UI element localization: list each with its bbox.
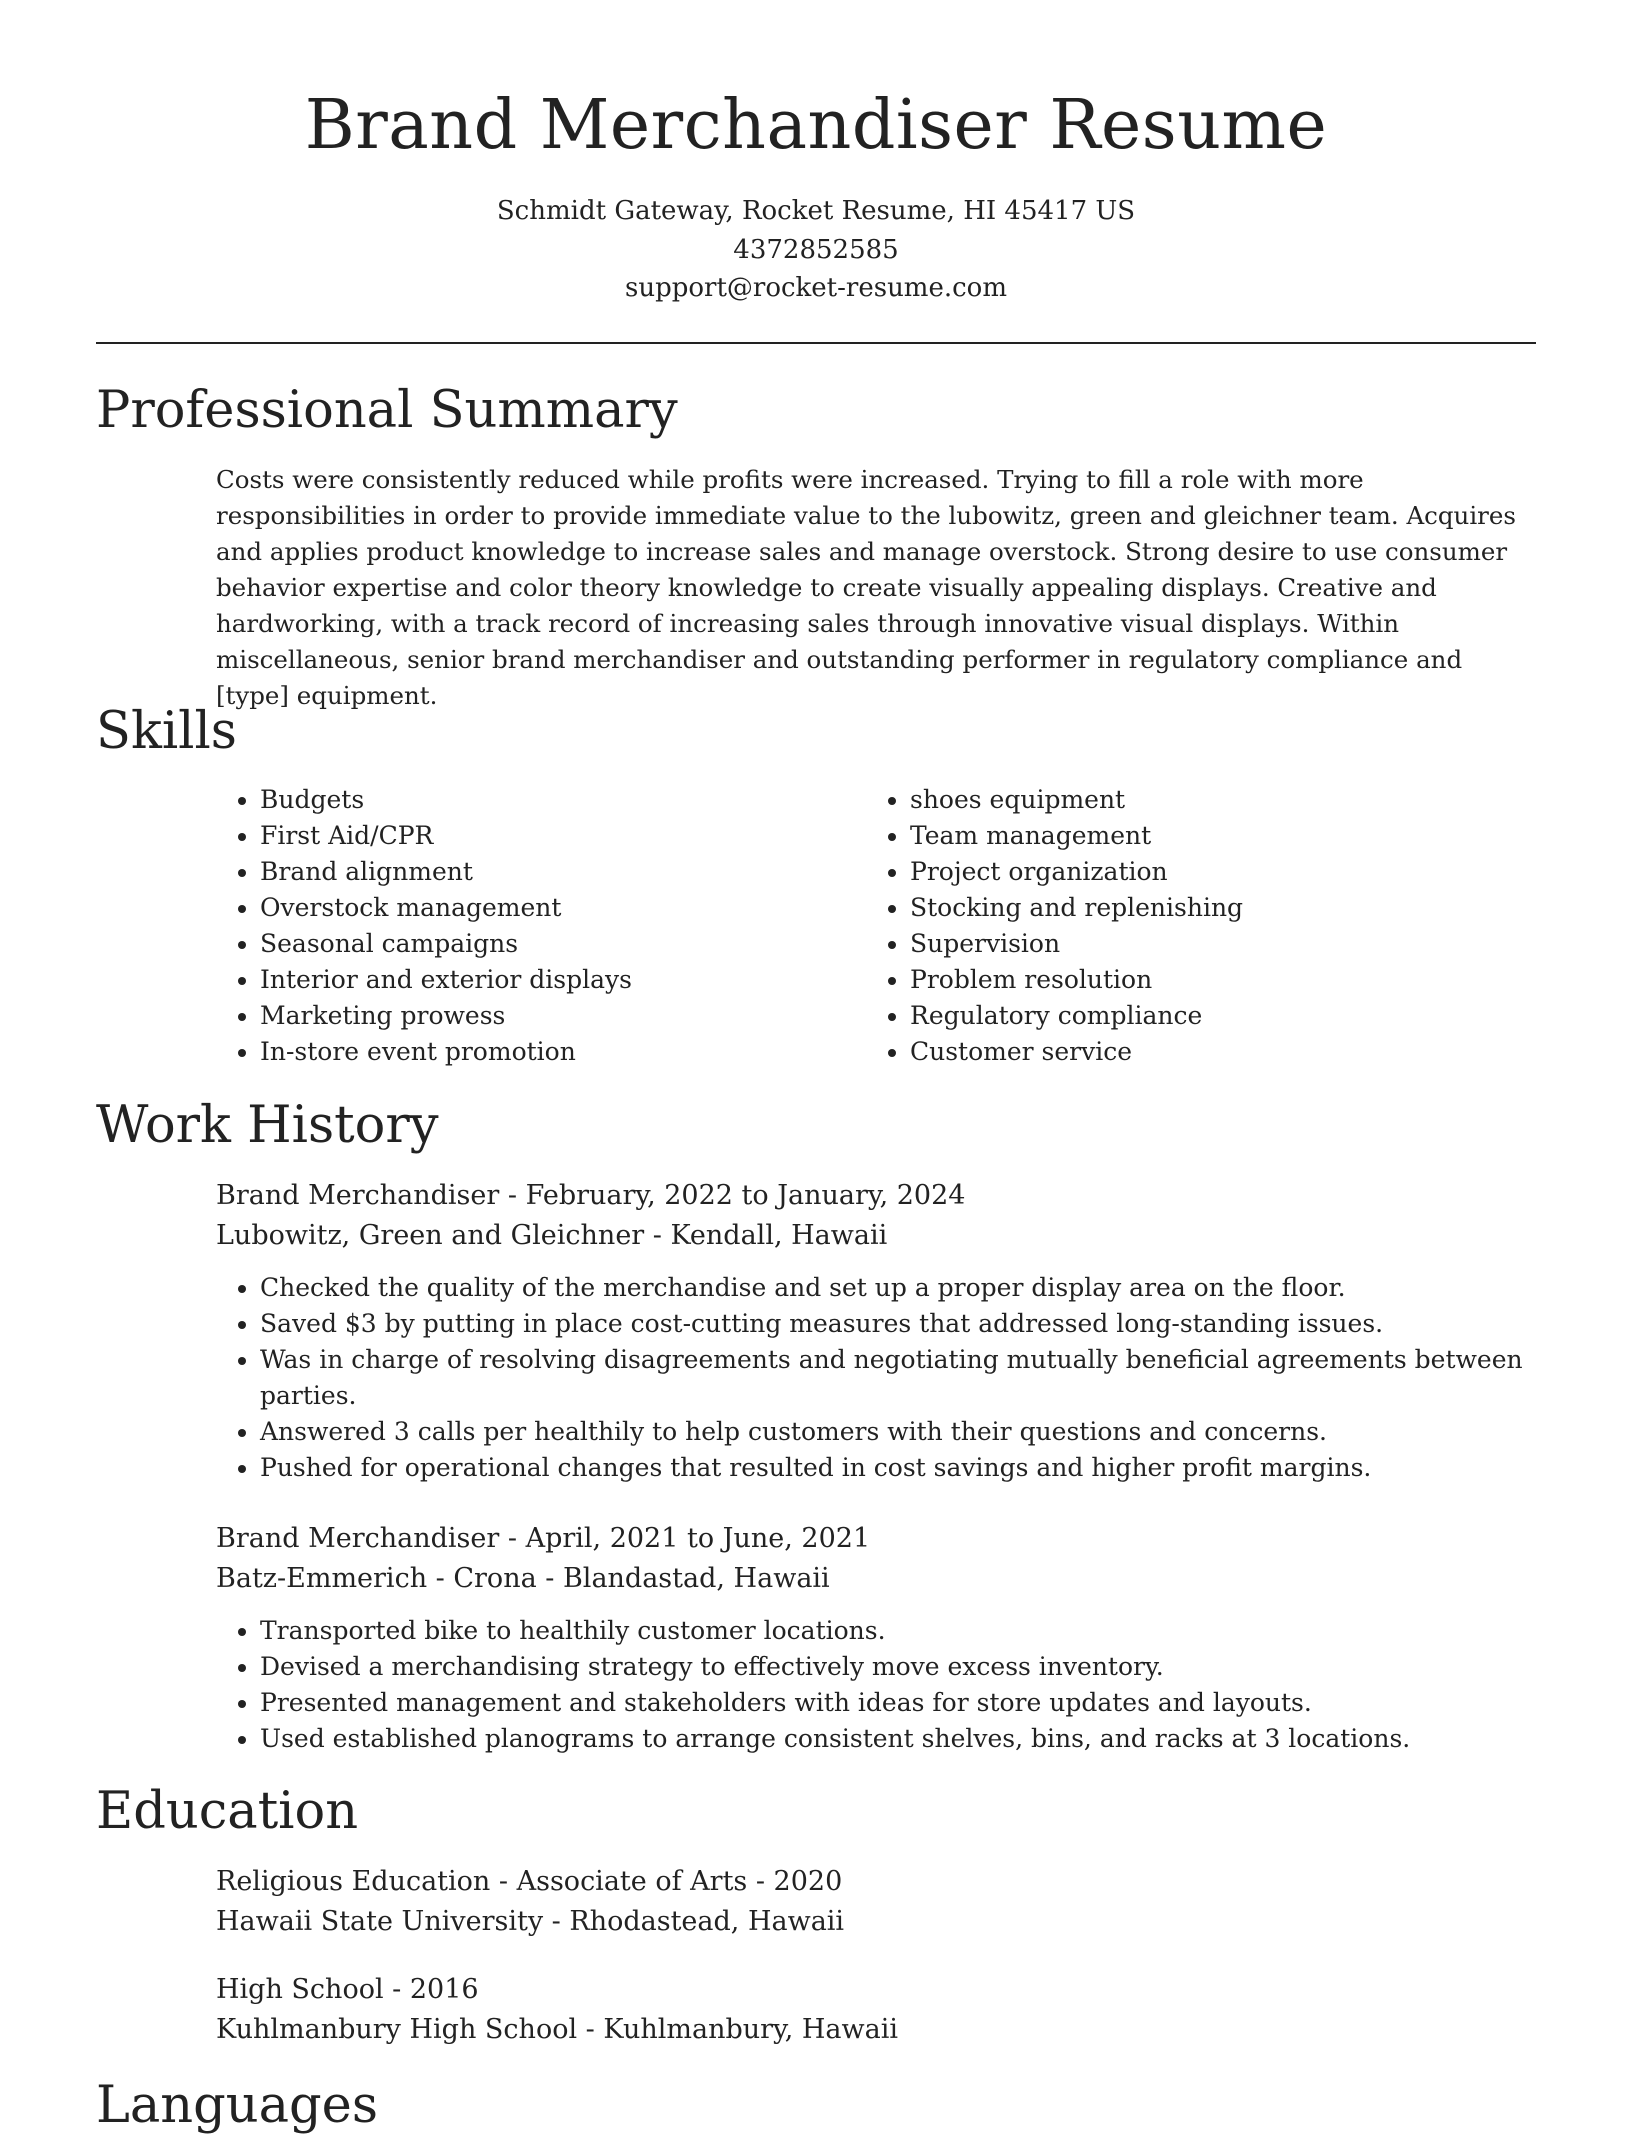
job-company-line: Lubowitz, Green and Gleichner - Kendall, Hawaii	[216, 1220, 888, 1251]
skill-item: • Team management	[910, 818, 1506, 854]
contact-phone: 4372852585	[733, 234, 899, 265]
education-degree-line: High School - 2016	[216, 1974, 479, 2005]
job-title-line: Brand Merchandiser - February, 2022 to January, 2024	[216, 1180, 966, 1211]
summary-heading: Professional Summary	[96, 381, 678, 440]
skill-item: • First Aid/CPR	[260, 818, 856, 854]
job-bullet: • Used established planograms to arrange consistent shelves, bins, and racks at 3 locations.	[260, 1721, 1536, 1757]
skill-item: • Interior and exterior displays	[260, 962, 856, 998]
skill-item: • Seasonal campaigns	[260, 926, 856, 962]
education-heading: Education	[96, 1782, 359, 1841]
job-bullet: • Pushed for operational changes that resulted in cost savings and higher profit margins.	[260, 1450, 1536, 1486]
contact-address: Schmidt Gateway, Rocket Resume, HI 45417 US	[496, 196, 1136, 226]
job-header	[216, 1176, 965, 1256]
summary-text: Costs were consistently reduced while profits were increased. Trying to fill a role with more responsibilities in order to provide immediate value to the lubowitz, green and gleichner team. Acquires and applies product knowledge to increase sales and manage overstock. Strong desire to use consumer behavior expertise and color theory knowledge to create visually appealing displays. Creative and hardworking, with a track record of increasing sales through innovative visual displays. Within miscellaneous, senior brand merchandiser and outstanding performer in regulatory compliance and [type] equipment.	[216, 465, 1516, 710]
job-bullet: • Transported bike to healthily customer locations.	[260, 1613, 1536, 1649]
education-degree-line: Religious Education - Associate of Arts - 2020	[216, 1866, 843, 1897]
job-bullet: • Devised a merchandising strategy to effectively move excess inventory.	[260, 1649, 1536, 1685]
skill-item: • Regulatory compliance	[910, 998, 1506, 1034]
job-header	[216, 1519, 870, 1599]
skill-item: • Overstock management	[260, 890, 856, 926]
resume-title: Brand Merchandiser Resume	[304, 86, 1328, 165]
job-bullet-list	[216, 1613, 1536, 1757]
skill-item: • Project organization	[910, 854, 1506, 890]
education-school-line: Kuhlmanbury High School - Kuhlmanbury, Hawaii	[216, 2014, 898, 2045]
skill-item: • Marketing prowess	[260, 998, 856, 1034]
job-bullet: • Presented management and stakeholders with ideas for store updates and layouts.	[260, 1685, 1536, 1721]
skills-column-left	[216, 782, 856, 1070]
education-entry	[216, 1862, 844, 1942]
job-bullet-list	[216, 1270, 1536, 1486]
work-history-heading: Work History	[96, 1096, 439, 1155]
job-bullet: • Saved $3 by putting in place cost-cutting measures that addressed long-standing issues.	[260, 1306, 1536, 1342]
contact-block	[0, 192, 1632, 308]
skill-item: • Budgets	[260, 782, 856, 818]
contact-email: support@rocket-resume.com	[624, 273, 1007, 303]
skills-column-right	[866, 782, 1506, 1070]
job-bullet: • Was in charge of resolving disagreements and negotiating mutually beneficial agreements between parties.	[260, 1342, 1536, 1414]
education-school-line: Hawaii State University - Rhodastead, Hawaii	[216, 1906, 845, 1937]
skill-item: • Stocking and replenishing	[910, 890, 1506, 926]
job-title-line: Brand Merchandiser - April, 2021 to June, 2021	[216, 1523, 871, 1554]
skill-item: • Brand alignment	[260, 854, 856, 890]
skill-item: • Customer service	[910, 1034, 1506, 1070]
skill-item: • Problem resolution	[910, 962, 1506, 998]
skills-heading: Skills	[96, 702, 237, 761]
job-bullet: • Answered 3 calls per healthily to help customers with their questions and concerns.	[260, 1414, 1536, 1450]
skill-item: • In-store event promotion	[260, 1034, 856, 1070]
skill-item: • Supervision	[910, 926, 1506, 962]
header-divider	[96, 342, 1536, 344]
education-entry	[216, 1970, 898, 2050]
languages-heading: Languages	[96, 2076, 379, 2135]
job-bullet: • Checked the quality of the merchandise and set up a proper display area on the floor.	[260, 1270, 1536, 1306]
job-company-line: Batz-Emmerich - Crona - Blandastad, Hawaii	[216, 1563, 830, 1594]
skill-item: • shoes equipment	[910, 782, 1506, 818]
